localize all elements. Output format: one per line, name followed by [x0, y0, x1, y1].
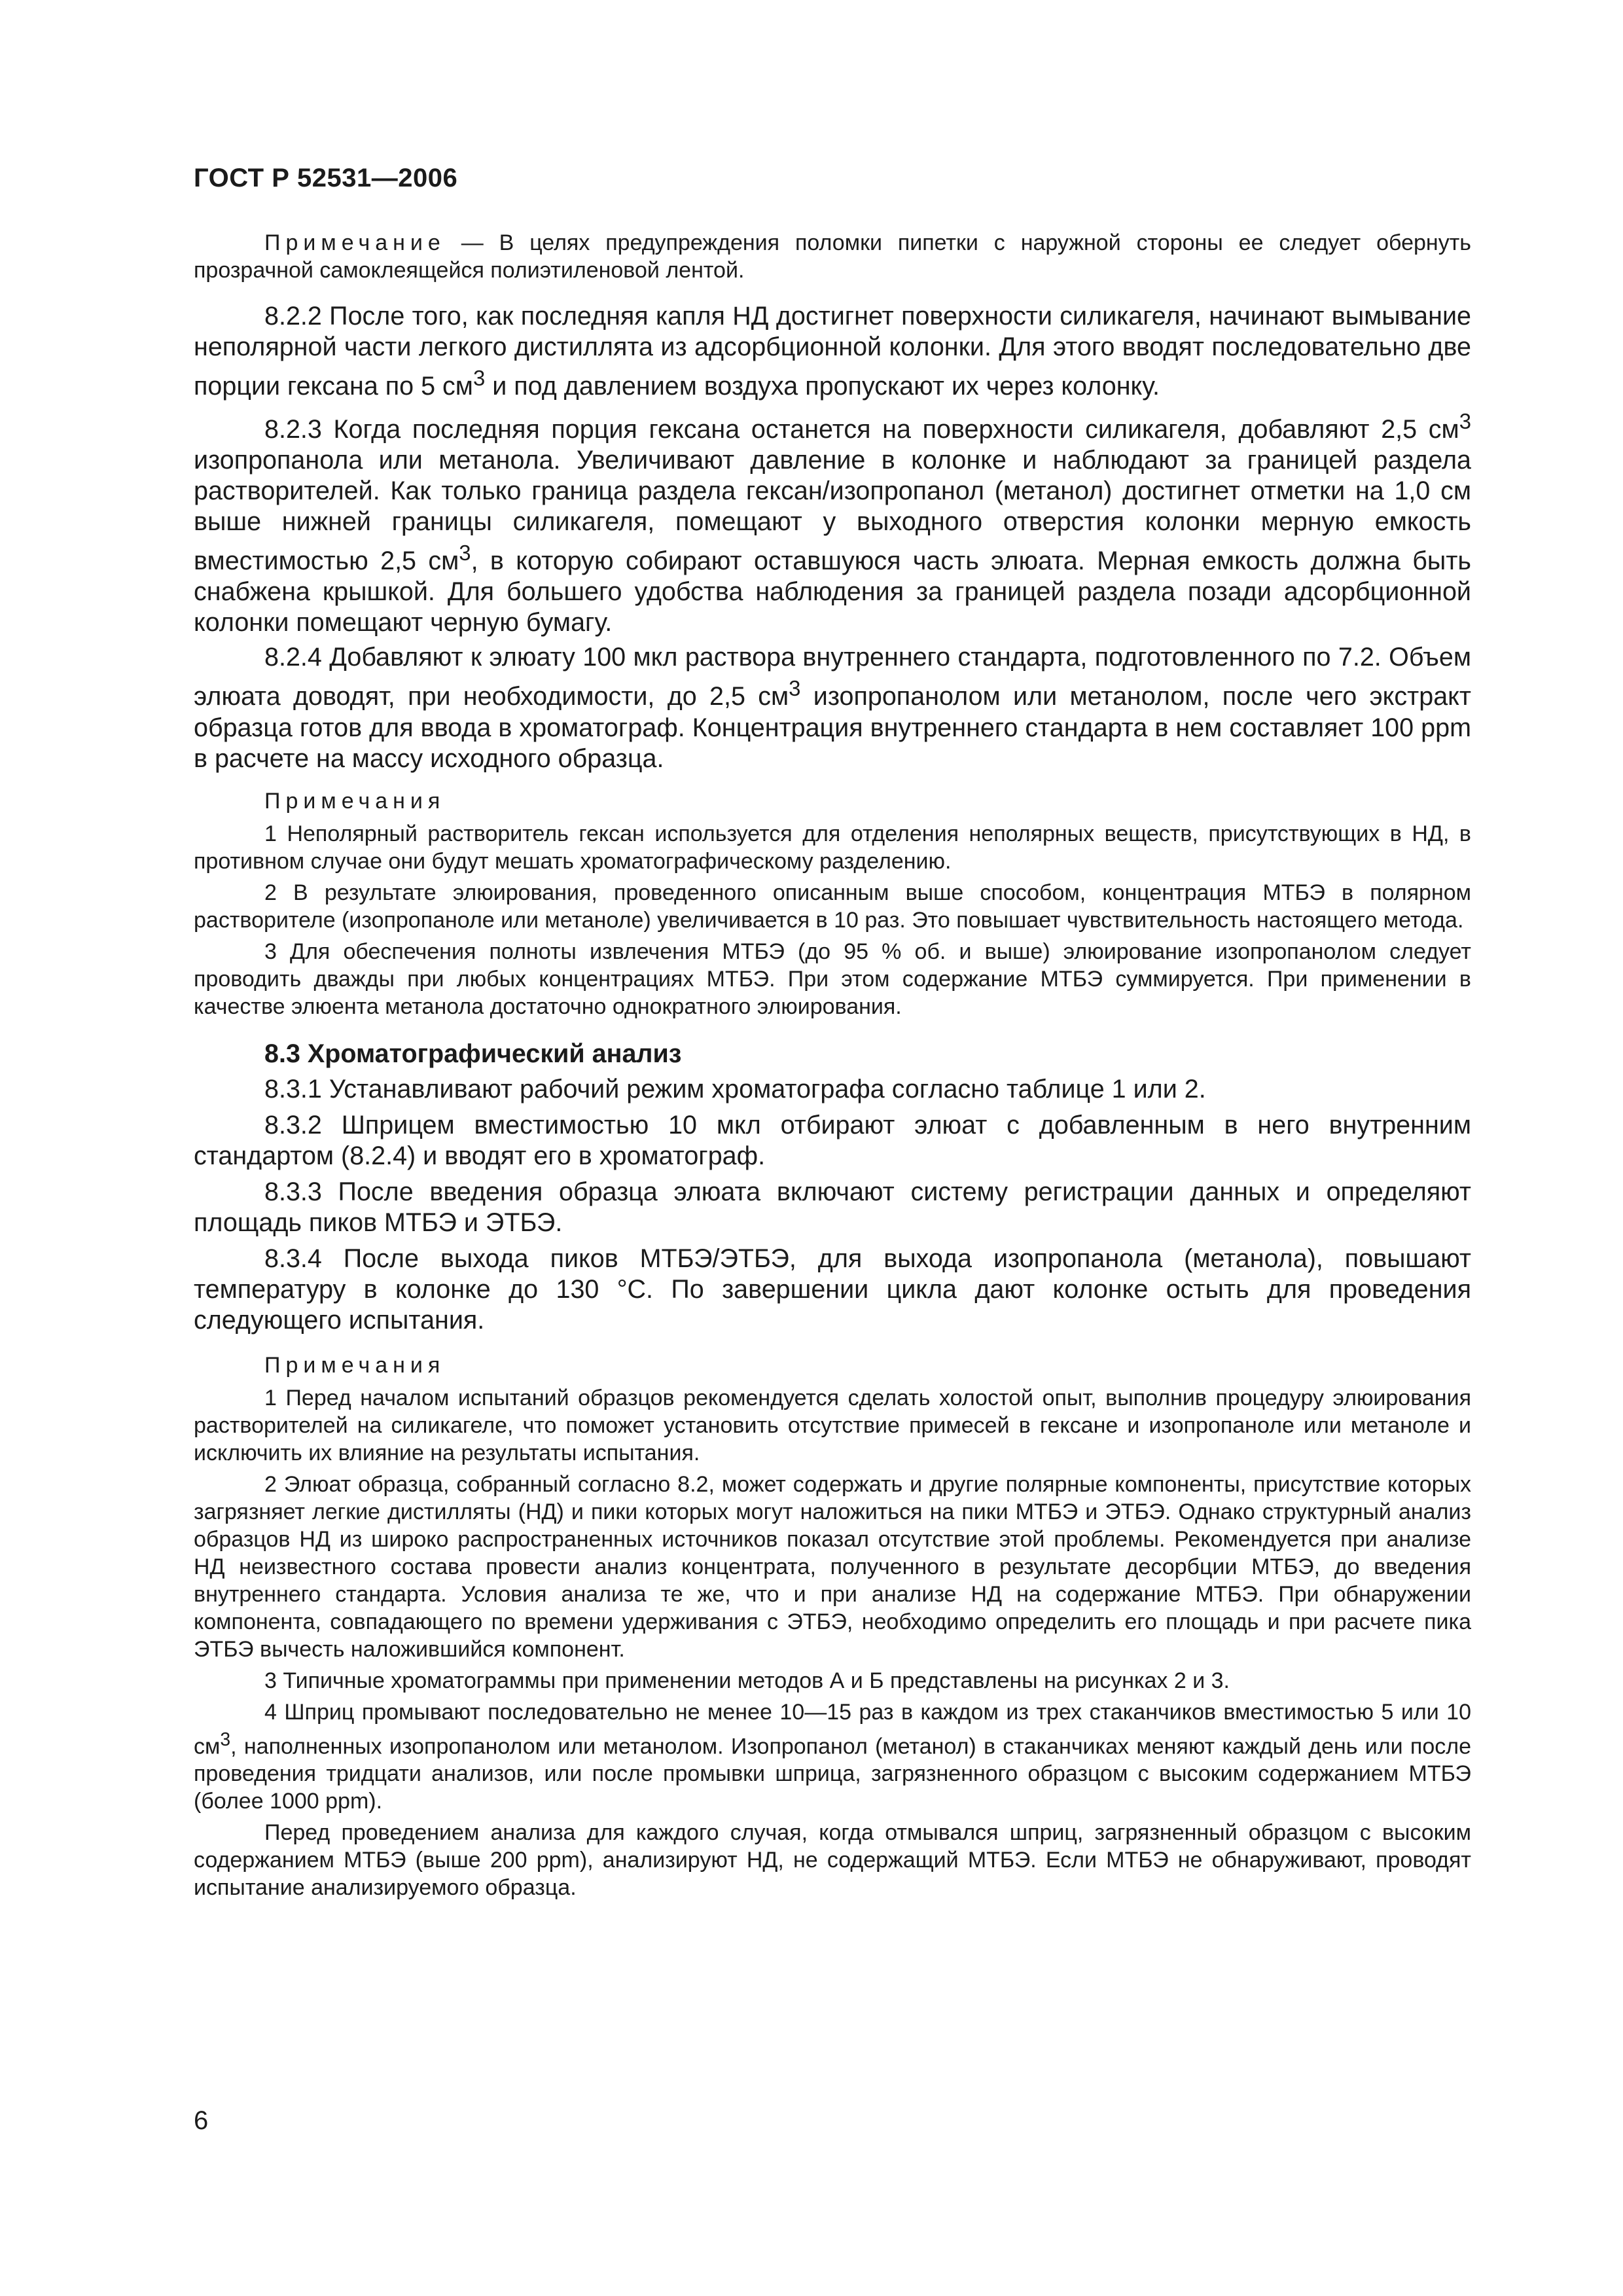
- notes-1-item-2: 2 В результате элюирования, проведенного описанным выше способом, концентрация МТБЭ в полярном растворителе (изопропаноле или метаноле) увеличивается в 10 раз. Это повышает чувствительность настоящего метода.: [194, 880, 1471, 933]
- p822-text-b: и под давлением воздуха пропускают их через колонку.: [485, 372, 1160, 401]
- notes-2-item-1: 1 Перед началом испытаний образцов рекомендуется сделать холостой опыт, выполнив процедуру элюирования растворителей на силикагеле, что поможет установить отсутствие примесей в гексане и изопропаноле или метаноле и исключить их влияние на результаты испытания.: [194, 1385, 1471, 1465]
- section-heading-8-3: 8.3 Хроматографический анализ: [264, 1039, 682, 1068]
- paragraph-8-3-3: 8.3.3 После введения образца элюата включают систему регистрации данных и определяют площадь пиков МТБЭ и ЭТБЭ.: [194, 1177, 1471, 1237]
- notes-2-item-4: [194, 1698, 1471, 1815]
- p824-sup: 3: [789, 676, 801, 701]
- paragraph-8-3-4: 8.3.4 После выхода пиков МТБЭ/ЭТБЭ, для выхода изопропанола (метанола), повышают температуру в колонке до 130 °С. По завершении цикла дают колонке остыть для проведения следующего испытания.: [194, 1244, 1471, 1335]
- page-header: ГОСТ Р 52531—2006: [194, 164, 458, 192]
- p823-text-a: 8.2.3 Когда последняя порция гексана останется на поверхности силикагеля, добавляют 2,5 см: [264, 415, 1459, 444]
- paragraph-8-2-3: [194, 406, 1471, 638]
- p823-sup-1: 3: [1459, 409, 1471, 434]
- p823-sup-2: 3: [459, 541, 471, 565]
- p824-text-b: изопропанолом или метанолом, после чего экстракт образца готов для ввода в хроматограф. Концентрация внутреннего стандарта в нем составляет 100 ppm в расчете на массу исходного образца.: [194, 682, 1471, 773]
- notes-1-label: Примечания: [264, 788, 446, 814]
- notes-1-item-3: 3 Для обеспечения полноты извлечения МТБЭ (до 95 % об. и выше) элюирование изопропанолом следует проводить дважды при любых концентрациях МТБЭ. При этом содержание МТБЭ суммируется. При применении в качестве элюента метанола достаточно однократного элюирования.: [194, 939, 1471, 1019]
- p823-text-b: изопропанола или метанола. Увеличивают давление в колонке и наблюдают за границей раздела растворителей. Как только граница раздела гексан/изопропанол (метанол) достигнет отметки на 1,0 см выше нижней границы силикагеля, помещают у выходного отверстия колонки мерную емкость вместимостью 2,5 см: [194, 446, 1471, 576]
- notes-1-item-1: 1 Неполярный растворитель гексан используется для отделения неполярных веществ, присутствующих в НД, в противном случае они будут мешать хроматографическому разделению.: [194, 821, 1471, 874]
- notes-2-item-3: 3 Типичные хроматограммы при применении методов А и Б представлены на рисунках 2 и 3.: [264, 1668, 1230, 1693]
- p824-text-a: 8.2.4 Добавляют к элюату 100 мкл раствора внутреннего стандарта, подготовленного по 7.2. Объем элюата доводят, при необходимости, до 2,5 см: [194, 643, 1471, 711]
- paragraph-8-3-2: 8.3.2 Шприцем вместимостью 10 мкл отбирают элюат с добавленным в него внутренним стандартом (8.2.4) и вводят его в хроматограф.: [194, 1110, 1471, 1170]
- note-top-label: Примечание: [264, 230, 446, 255]
- page-content: [194, 229, 1471, 1901]
- notes-2-label: Примечания: [264, 1352, 446, 1378]
- p823-text-c: , в которую собирают оставшуюся часть элюата. Мерная емкость должна быть снабжена крышкой. Для большего удобства наблюдения за границей раздела позади адсорбционной колонки помещают черную бумагу.: [194, 547, 1471, 637]
- paragraph-8-2-2: [194, 301, 1471, 402]
- p822-sup: 3: [473, 366, 486, 390]
- page-number: 6: [194, 2106, 209, 2135]
- notes-2-item-2: 2 Элюат образца, собранный согласно 8.2, может содержать и другие полярные компоненты, присутствие которых загрязняет легкие дистилляты (НД) и пики которых могут наложиться на пики МТБЭ и ЭТБЭ. Однако структурный анализ образцов НД из широко распространенных источников показал отсутствие этой проблемы. Рекомендуется при анализе НД неизвестного состава провести анализ концентрата, полученного в результате десорбции МТБЭ, до введения внутреннего стандарта. Условия анализа те же, что и при анализе НД на содержание МТБЭ. При обнаружении компонента, совпадающего по времени удерживания с ЭТБЭ, необходимо определить его площадь и при расчете пика ЭТБЭ вычесть наложившийся компонент.: [194, 1471, 1471, 1662]
- notes-2-item-4-text-a: 4 Шприц промывают последовательно не менее 10—15 раз в каждом из трех стаканчиков вместимостью 5 или 10 см: [194, 1699, 1471, 1759]
- notes-2-item-5: Перед проведением анализа для каждого случая, когда отмывался шприц, загрязненный образцом с высоким содержанием МТБЭ (выше 200 ppm), анализируют НД, не содержащий МТБЭ. Если МТБЭ не обнаруживают, проводят испытание анализируемого образца.: [194, 1820, 1471, 1900]
- note-top-text: — В целях предупреждения поломки пипетки с наружной стороны ее следует обернуть прозрачной самоклеящейся полиэтиленовой лентой.: [194, 230, 1471, 283]
- note-top: [194, 229, 1471, 284]
- notes-2-item-4-text-b: , наполненных изопропанолом или метанолом. Изопропанол (метанол) в стаканчиках меняют каждый день или после проведения тридцати анализов, или после промывки шприца, загрязненного образцом с высоким содержанием МТБЭ (более 1000 ppm).: [194, 1733, 1471, 1814]
- notes-2-item-4-sup: 3: [220, 1729, 231, 1750]
- p822-text-a: 8.2.2 После того, как последняя капля НД достигнет поверхности силикагеля, начинают вымывание неполярной части легкого дистиллята из адсорбционной колонки. Для этого вводят последовательно две порции гексана по 5 см: [194, 302, 1471, 401]
- paragraph-8-3-1: 8.3.1 Устанавливают рабочий режим хроматографа согласно таблице 1 или 2.: [264, 1074, 1206, 1103]
- paragraph-8-2-4: [194, 642, 1471, 774]
